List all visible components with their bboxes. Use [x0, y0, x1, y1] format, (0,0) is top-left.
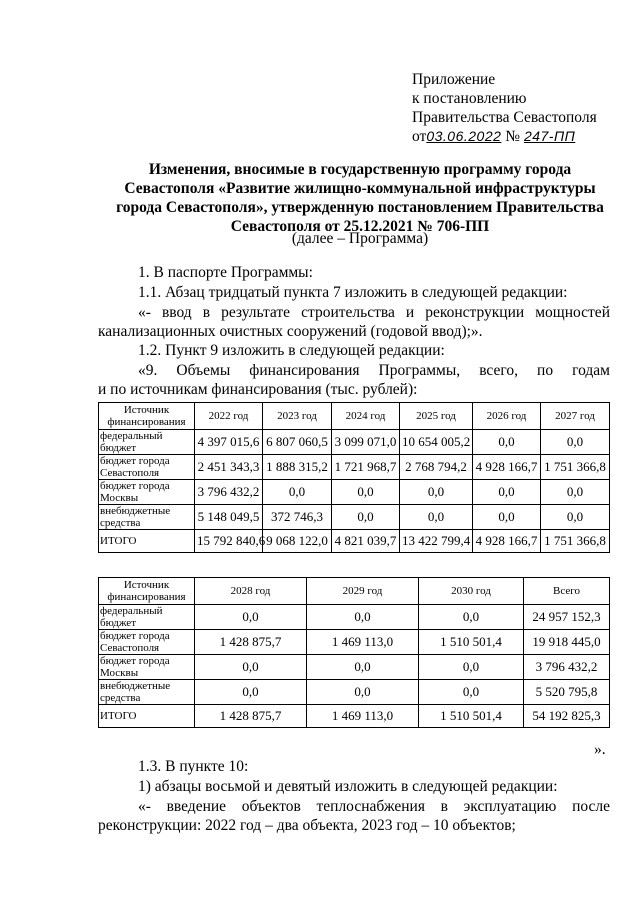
table-cell-value: 0,0	[307, 655, 419, 680]
appendix-date-line	[412, 127, 597, 146]
appendix-line2: к постановлению	[412, 90, 527, 107]
column-header-year: 2027 год	[541, 403, 610, 430]
paragraph-9-line2: и по источникам финансирования (тыс. рублей):	[98, 381, 418, 398]
table-row	[99, 705, 610, 728]
table-cell-value: 24 957 152,3	[524, 605, 610, 630]
table-cell-value: 19 918 445,0	[524, 630, 610, 655]
table-cell-value: 3 796 432,2	[195, 480, 263, 505]
table-cell-value: 10 654 005,2	[400, 430, 473, 455]
row-source-label: бюджет города Москвы	[99, 655, 195, 680]
paragraph-1-3: 1.3. В пункте 10:	[138, 758, 249, 775]
table-cell-value: 1 721 968,7	[332, 455, 400, 480]
table-cell-value: 0,0	[263, 480, 332, 505]
column-header-year: 2023 год	[263, 403, 332, 430]
title-line3: города Севастополя», утвержденную постановлением Правительства	[116, 199, 604, 216]
row-source-label: ИТОГО	[99, 705, 195, 728]
paragraph-heat-line2: реконструкции: 2022 год – два объекта, 2023 год – 10 объектов;	[98, 817, 516, 834]
row-source-label: бюджет города Москвы	[99, 480, 195, 505]
table-cell-value: 0,0	[400, 480, 473, 505]
table-cell-value: 372 746,3	[263, 505, 332, 530]
row-source-label: бюджет города Севастополя	[99, 455, 195, 480]
table-cell-value: 0,0	[473, 430, 541, 455]
paragraph-9-line1: «9. Объемы финансирования Программы, всего, по годам	[138, 362, 610, 379]
paragraph-quote-line2: канализационных очистных сооружений (годовой ввод);».	[98, 323, 483, 340]
table-cell-value: 54 192 825,3	[524, 705, 610, 728]
table-row	[99, 680, 610, 705]
table-header-row	[99, 403, 610, 430]
appendix-block	[412, 70, 597, 146]
title-line2: Севастополя «Развитие жилищно-коммунальной инфраструктуры	[124, 180, 596, 197]
table-cell-value: 4 821 039,7	[332, 530, 400, 553]
document-title	[100, 160, 620, 236]
title-line1: Изменения, вносимые в государственную программу города	[148, 161, 572, 178]
table-cell-value: 0,0	[307, 605, 419, 630]
handwritten-date: 03.06.2022	[426, 128, 502, 144]
table-cell-value: 2 451 343,3	[195, 455, 263, 480]
table-row	[99, 605, 610, 630]
title-line4: Севастополя от 25.12.2021 № 706-ПП	[230, 218, 490, 235]
table-cell-value: 0,0	[195, 680, 307, 705]
paragraph-sub-1: 1) абзацы восьмой и девятый изложить в следующей редакции:	[138, 778, 558, 795]
table-cell-value: 0,0	[419, 655, 524, 680]
financing-table-2	[98, 577, 610, 728]
table-cell-value: 1 751 366,8	[541, 455, 610, 480]
table-cell-value: 1 510 501,4	[419, 630, 524, 655]
table-cell-value: 1 428 875,7	[195, 630, 307, 655]
table-cell-value: 0,0	[307, 680, 419, 705]
table-cell-value: 0,0	[419, 680, 524, 705]
paragraph-quote-line1: «- ввод в результате строительства и реконструкции мощностей	[138, 304, 610, 321]
paragraph-1-2: 1.2. Пункт 9 изложить в следующей редакции:	[138, 342, 445, 359]
table-cell-value: 4 397 015,6	[195, 430, 263, 455]
table-row	[99, 430, 610, 455]
table-cell-value: 0,0	[541, 505, 610, 530]
row-source-label: внебюджетные средства	[99, 680, 195, 705]
column-header-year: Всего	[524, 578, 610, 605]
table-cell-value: 0,0	[195, 655, 307, 680]
column-header-year: 2028 год	[195, 578, 307, 605]
table-cell-value: 1 469 113,0	[307, 630, 419, 655]
table-cell-value: 13 422 799,4	[400, 530, 473, 553]
column-header-year: 2026 год	[473, 403, 541, 430]
column-header-year: 2024 год	[332, 403, 400, 430]
row-source-label: федеральный бюджет	[99, 430, 195, 455]
table-cell-value: 0,0	[419, 605, 524, 630]
date-prefix: от	[412, 128, 427, 145]
paragraph-1: 1. В паспорте Программы:	[138, 264, 313, 281]
column-header-year: 2029 год	[307, 578, 419, 605]
table-cell-value: 0,0	[473, 480, 541, 505]
paragraph-1-1: 1.1. Абзац тридцатый пункта 7 изложить в следующей редакции:	[138, 284, 568, 301]
column-header-source: Источник финансирования	[99, 403, 195, 430]
table-cell-value: 0,0	[541, 430, 610, 455]
table-cell-value: 1 428 875,7	[195, 705, 307, 728]
handwritten-number: 247-ПП	[523, 128, 576, 144]
table-cell-value: 0,0	[332, 480, 400, 505]
table-cell-value: 5 520 795,8	[524, 680, 610, 705]
table-cell-value: 3 099 071,0	[332, 430, 400, 455]
column-header-year: 2025 год	[400, 403, 473, 430]
document-subtitle: (далее – Программа)	[291, 230, 429, 247]
appendix-line3: Правительства Севастополя	[412, 109, 597, 126]
table-cell-value: 1 751 366,8	[541, 530, 610, 553]
table-row	[99, 655, 610, 680]
table-cell-value: 4 928 166,7	[473, 530, 541, 553]
column-header-year: 2030 год	[419, 578, 524, 605]
table-row	[99, 630, 610, 655]
table-cell-value: 0,0	[332, 505, 400, 530]
table-cell-value: 0,0	[195, 605, 307, 630]
table-cell-value: 3 796 432,2	[524, 655, 610, 680]
table-cell-value: 15 792 840,6	[195, 530, 263, 553]
row-source-label: федеральный бюджет	[99, 605, 195, 630]
table-row	[99, 455, 610, 480]
table-cell-value: 1 888 315,2	[263, 455, 332, 480]
table-row	[99, 480, 610, 505]
table-cell-value: 2 768 794,2	[400, 455, 473, 480]
table-cell-value: 0,0	[473, 505, 541, 530]
financing-table-1	[98, 402, 610, 553]
table-row	[99, 530, 610, 553]
table-cell-value: 1 469 113,0	[307, 705, 419, 728]
table-cell-value: 0,0	[400, 505, 473, 530]
number-prefix: №	[505, 128, 521, 145]
table-cell-value: 1 510 501,4	[419, 705, 524, 728]
closing-quote-mark: ».	[594, 741, 606, 758]
table-cell-value: 6 807 060,5	[263, 430, 332, 455]
table-cell-value: 9 068 122,0	[263, 530, 332, 553]
row-source-label: внебюджетные средства	[99, 505, 195, 530]
row-source-label: ИТОГО	[99, 530, 195, 553]
table-cell-value: 5 148 049,5	[195, 505, 263, 530]
table-cell-value: 4 928 166,7	[473, 455, 541, 480]
row-source-label: бюджет города Севастополя	[99, 630, 195, 655]
table-header-row	[99, 578, 610, 605]
column-header-year: 2022 год	[195, 403, 263, 430]
table-row	[99, 505, 610, 530]
table-cell-value: 0,0	[541, 480, 610, 505]
appendix-line1: Приложение	[412, 71, 496, 88]
paragraph-heat-line1: «- введение объектов теплоснабжения в эксплуатацию после	[138, 798, 610, 815]
column-header-source: Источник финансирования	[99, 578, 195, 605]
